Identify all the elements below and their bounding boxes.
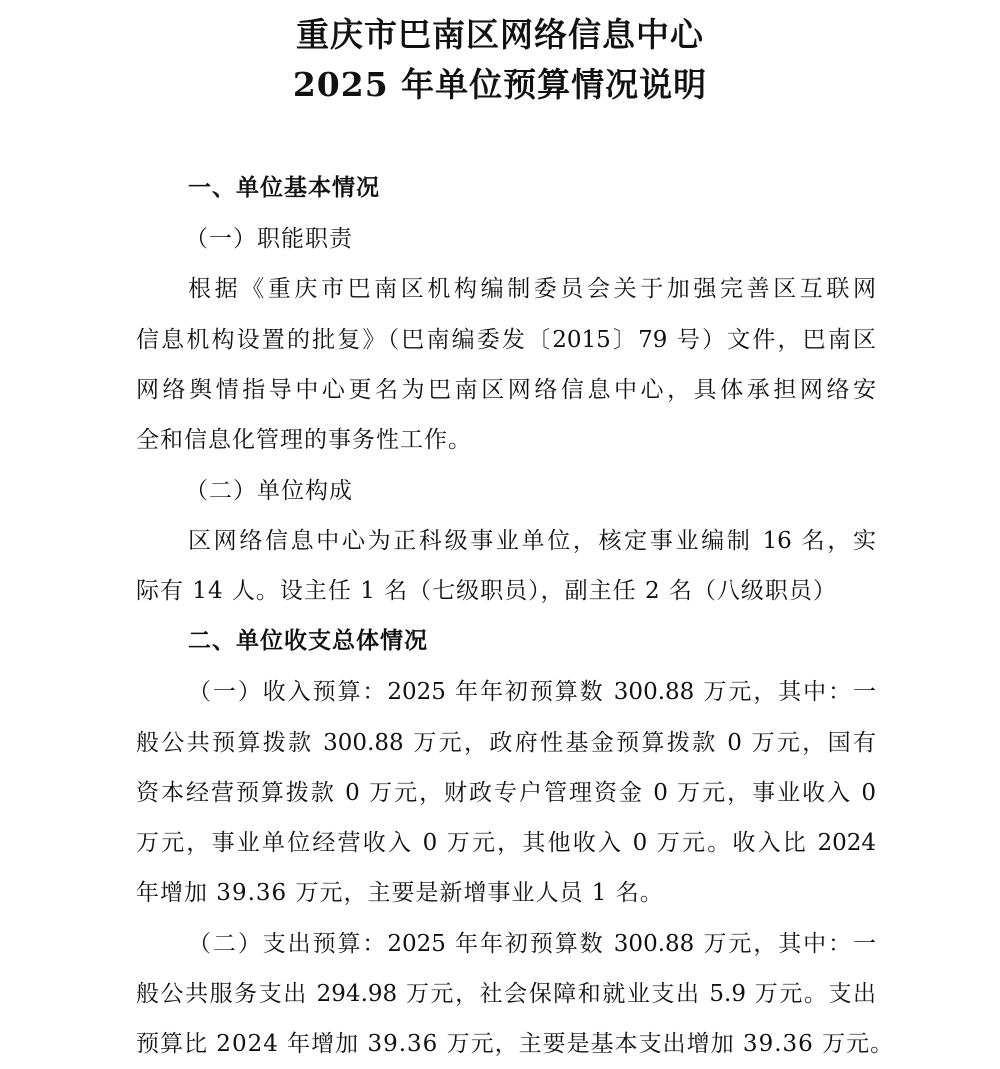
paragraph-line: 全和信息化管理的事务性工作。 <box>136 427 472 453</box>
document-title-line2: 2025 年单位预算情况说明 <box>292 65 708 104</box>
paragraph-line: 根据《重庆市巴南区机构编制委员会关于加强完善区互联网 <box>188 276 876 302</box>
document-title-line1: 重庆市巴南区网络信息中心 <box>296 15 704 54</box>
income-label: （一）收入预算 <box>188 679 363 705</box>
paragraph-line: 际有 14 人。设主任 1 名（七级职员），副主任 2 名（八级职员） <box>136 578 837 604</box>
expense-label: （二）支出预算 <box>188 931 363 957</box>
paragraph-line: 资本经营预算拨款 0 万元，财政专户管理资金 0 万元，事业收入 0 <box>136 780 876 806</box>
paragraph-line: 般公共预算拨款 300.88 万元，政府性基金预算拨款 0 万元，国有 <box>136 730 876 756</box>
paragraph-line: 万元，事业单位经营收入 0 万元，其他收入 0 万元。收入比 2024 <box>136 830 876 856</box>
income-line1-text: ：2025 年年初预算数 300.88 万元，其中：一 <box>362 679 876 705</box>
paragraph-line: 年增加 39.36 万元，主要是新增事业人员 1 名。 <box>136 880 664 906</box>
section1-sub1-heading: （一）职能职责 <box>185 226 353 252</box>
paragraph-line: 预算比 2024 年增加 39.36 万元，主要是基本支出增加 39.36 万元。 <box>136 1031 895 1057</box>
paragraph-line: 网络舆情指导中心更名为巴南区网络信息中心，具体承担网络安 <box>136 377 876 403</box>
income-paragraph-first-line <box>188 677 876 707</box>
section1-heading: 一、单位基本情况 <box>188 174 380 201</box>
paragraph-line: 信息机构设置的批复》（巴南编委发〔2015〕79 号）文件，巴南区 <box>136 327 876 353</box>
expense-paragraph-first-line <box>188 929 876 959</box>
section2-heading: 二、单位收支总体情况 <box>188 627 428 654</box>
paragraph-line: 般公共服务支出 294.98 万元，社会保障和就业支出 5.9 万元。支出 <box>136 981 876 1007</box>
paragraph-line: 区网络信息中心为正科级事业单位，核定事业编制 16 名，实 <box>188 528 876 554</box>
expense-line1-text: ：2025 年年初预算数 300.88 万元，其中：一 <box>362 931 876 957</box>
section1-sub2-heading: （二）单位构成 <box>185 478 353 504</box>
